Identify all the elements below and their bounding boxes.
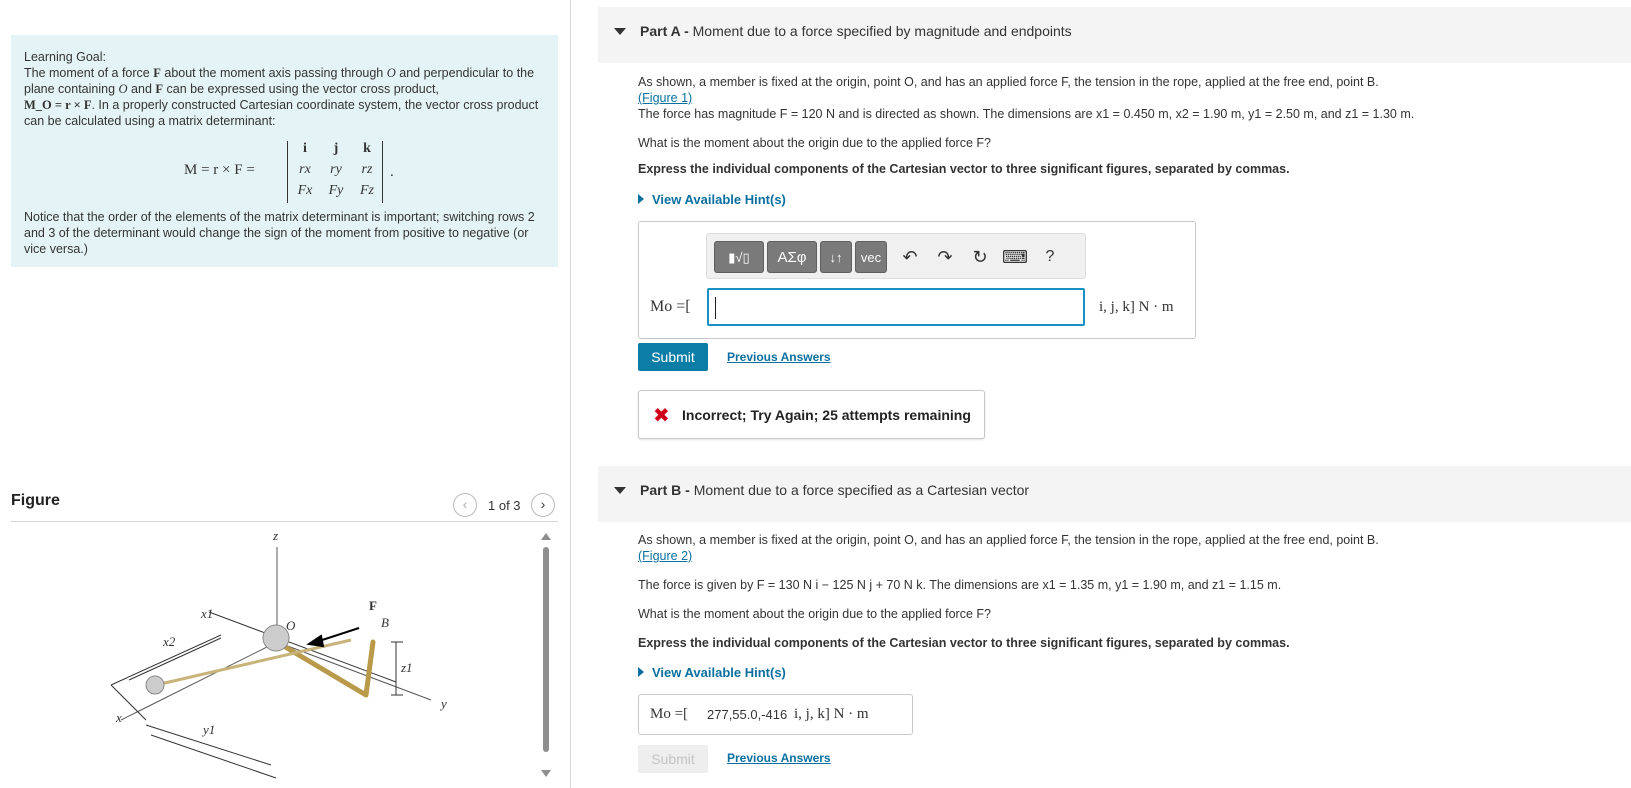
collapse-caret-icon[interactable] xyxy=(614,487,626,494)
part-b-question: What is the moment about the origin due to the applied force F? xyxy=(638,607,991,621)
part-b-hint-toggle[interactable]: View Available Hint(s) xyxy=(638,665,786,680)
part-a-submit-button[interactable]: Submit xyxy=(638,343,708,371)
label-y1: y1 xyxy=(203,722,216,737)
label-F: F xyxy=(369,598,377,613)
part-b-answer-value: 277,55.0,-416 xyxy=(707,707,788,722)
chevron-right-icon: › xyxy=(540,496,546,512)
det-cell: k xyxy=(363,141,371,156)
part-b-submit-button[interactable]: Submit xyxy=(638,745,708,773)
part-b-previous-answers-link[interactable]: Previous Answers xyxy=(727,751,831,765)
part-b-answer-box xyxy=(638,694,913,735)
text-caret xyxy=(715,297,716,319)
part-a-hint-toggle[interactable]: View Available Hint(s) xyxy=(638,192,786,207)
label-y: y xyxy=(441,696,447,711)
part-a-previous-answers-link[interactable]: Previous Answers xyxy=(727,350,831,364)
determinant-period: . xyxy=(390,164,394,180)
expand-caret-icon xyxy=(638,194,644,204)
feedback-message xyxy=(638,390,985,439)
det-cell: Fz xyxy=(360,183,374,198)
ground-plane xyxy=(111,612,396,778)
label-B: B xyxy=(381,615,389,630)
mo-label: Mo =[ xyxy=(650,706,689,722)
scroll-thumb[interactable] xyxy=(543,547,549,752)
learning-goal-title: Learning Goal: xyxy=(24,50,107,64)
det-cell: Fy xyxy=(328,183,344,198)
scroll-up-icon[interactable] xyxy=(541,533,551,540)
vec-button[interactable]: vec xyxy=(855,241,887,273)
mo-answer-input[interactable] xyxy=(707,288,1085,326)
mo-label: Mo =[ xyxy=(650,298,691,315)
undo-icon[interactable]: ↶ xyxy=(902,247,918,267)
collapse-caret-icon[interactable] xyxy=(614,28,626,35)
figure-title: Figure xyxy=(11,492,60,509)
figure-counter: 1 of 3 xyxy=(488,498,521,513)
unit-label: i, j, k] N · m xyxy=(1099,299,1174,315)
label-z1: z1 xyxy=(401,660,413,675)
figure-diagram xyxy=(11,530,531,788)
det-cell: rx xyxy=(299,162,311,177)
part-a-description: As shown, a member is fixed at the origin, point O, and has an applied force F, the tension in the rope, applied at the free end, point B. xyxy=(638,75,1379,89)
determinant-matrix xyxy=(287,141,383,203)
arrows-button[interactable]: ↓↑ xyxy=(820,241,852,273)
keyboard-icon[interactable]: ⌨ xyxy=(1002,247,1028,267)
greek-symbols-button[interactable]: ΑΣφ xyxy=(767,241,817,273)
part-b-header[interactable] xyxy=(598,466,1631,522)
part-a-given: The force has magnitude F = 120 N and is directed as shown. The dimensions are x1 = 0.450 m, x2 = 1.90 m, y1 = 2.50 m, and z1 = 1.30 m. xyxy=(638,107,1415,121)
part-a-instruction: Express the individual components of the Cartesian vector to three significant figures, separated by commas. xyxy=(638,162,1290,176)
figure-header xyxy=(11,492,558,522)
det-cell: j xyxy=(333,141,339,156)
figure-1-link[interactable]: (Figure 1) xyxy=(638,91,693,105)
part-b-given: The force is given by F = 130 N i − 125 N j + 70 N k. The dimensions are x1 = 1.35 m, y1 = 1.90 m, and z1 = 1.15 m. xyxy=(638,578,1282,592)
label-O: O xyxy=(286,618,296,633)
unit-label: i, j, k] N · m xyxy=(794,706,869,722)
label-x2: x2 xyxy=(163,634,176,649)
label-z: z xyxy=(273,530,279,543)
help-icon[interactable]: ? xyxy=(1045,248,1055,265)
learning-goal-box xyxy=(11,35,558,267)
part-b-instruction: Express the individual components of the Cartesian vector to three significant figures, separated by commas. xyxy=(638,636,1290,650)
label-x1: x1 xyxy=(201,606,214,621)
det-cell: ry xyxy=(330,162,342,177)
x-axis-line xyxy=(141,642,277,710)
reset-icon[interactable]: ↻ xyxy=(972,247,988,267)
expand-caret-icon xyxy=(638,667,644,677)
math-toolbar xyxy=(706,233,1086,279)
determinant-equation xyxy=(24,141,545,205)
learning-goal-paragraph-2: Notice that the order of the elements of the matrix determinant is important; switching rows 2 and 3 of the determinant would change the sign of the moment from positive to negative (or vice versa.) xyxy=(24,210,535,256)
chevron-left-icon: ‹ xyxy=(462,496,468,512)
part-a-question: What is the moment about the origin due to the applied force F? xyxy=(638,136,991,150)
determinant-lhs: M = r × F = xyxy=(184,162,255,178)
part-a-title: Part A - Moment due to a force specified by magnitude and endpoints xyxy=(640,23,1072,39)
label-x: x xyxy=(116,710,122,725)
det-cell: rz xyxy=(361,162,373,177)
figure-scrollbar[interactable] xyxy=(540,530,552,788)
right-panel xyxy=(571,0,1631,788)
figure-2-link[interactable]: (Figure 2) xyxy=(638,549,693,563)
learning-goal-paragraph-1: The moment of a force F about the moment axis passing through O and perpendicular to the plane containing O and F can be expressed using the vector cross product, M_O = r × F. In a properly constructed Cartesian coordinate system, the vector cross product can be calculated using a matrix determinant: xyxy=(24,66,539,128)
previous-figure-button[interactable] xyxy=(453,493,477,517)
part-a-answer-box xyxy=(638,221,1196,339)
feedback-text: Incorrect; Try Again; 25 attempts remaining xyxy=(682,407,971,423)
part-b-title: Part B - Moment due to a force specified as a Cartesian vector xyxy=(640,482,1030,498)
redo-icon[interactable]: ↷ xyxy=(937,247,953,267)
error-x-icon: ✖ xyxy=(653,405,670,427)
left-panel xyxy=(0,0,570,788)
scroll-down-icon[interactable] xyxy=(541,770,551,777)
moment-formula: M_O = r × F xyxy=(24,98,92,112)
templates-button[interactable]: ▮√▯ xyxy=(714,241,764,273)
part-a-header[interactable] xyxy=(598,7,1631,63)
det-cell: i xyxy=(303,141,307,156)
next-figure-button[interactable] xyxy=(531,493,555,517)
det-cell: Fx xyxy=(297,183,313,198)
part-b-description: As shown, a member is fixed at the origin, point O, and has an applied force F, the tension in the rope, applied at the free end, point B. xyxy=(638,533,1379,547)
rope-anchor xyxy=(146,676,164,694)
